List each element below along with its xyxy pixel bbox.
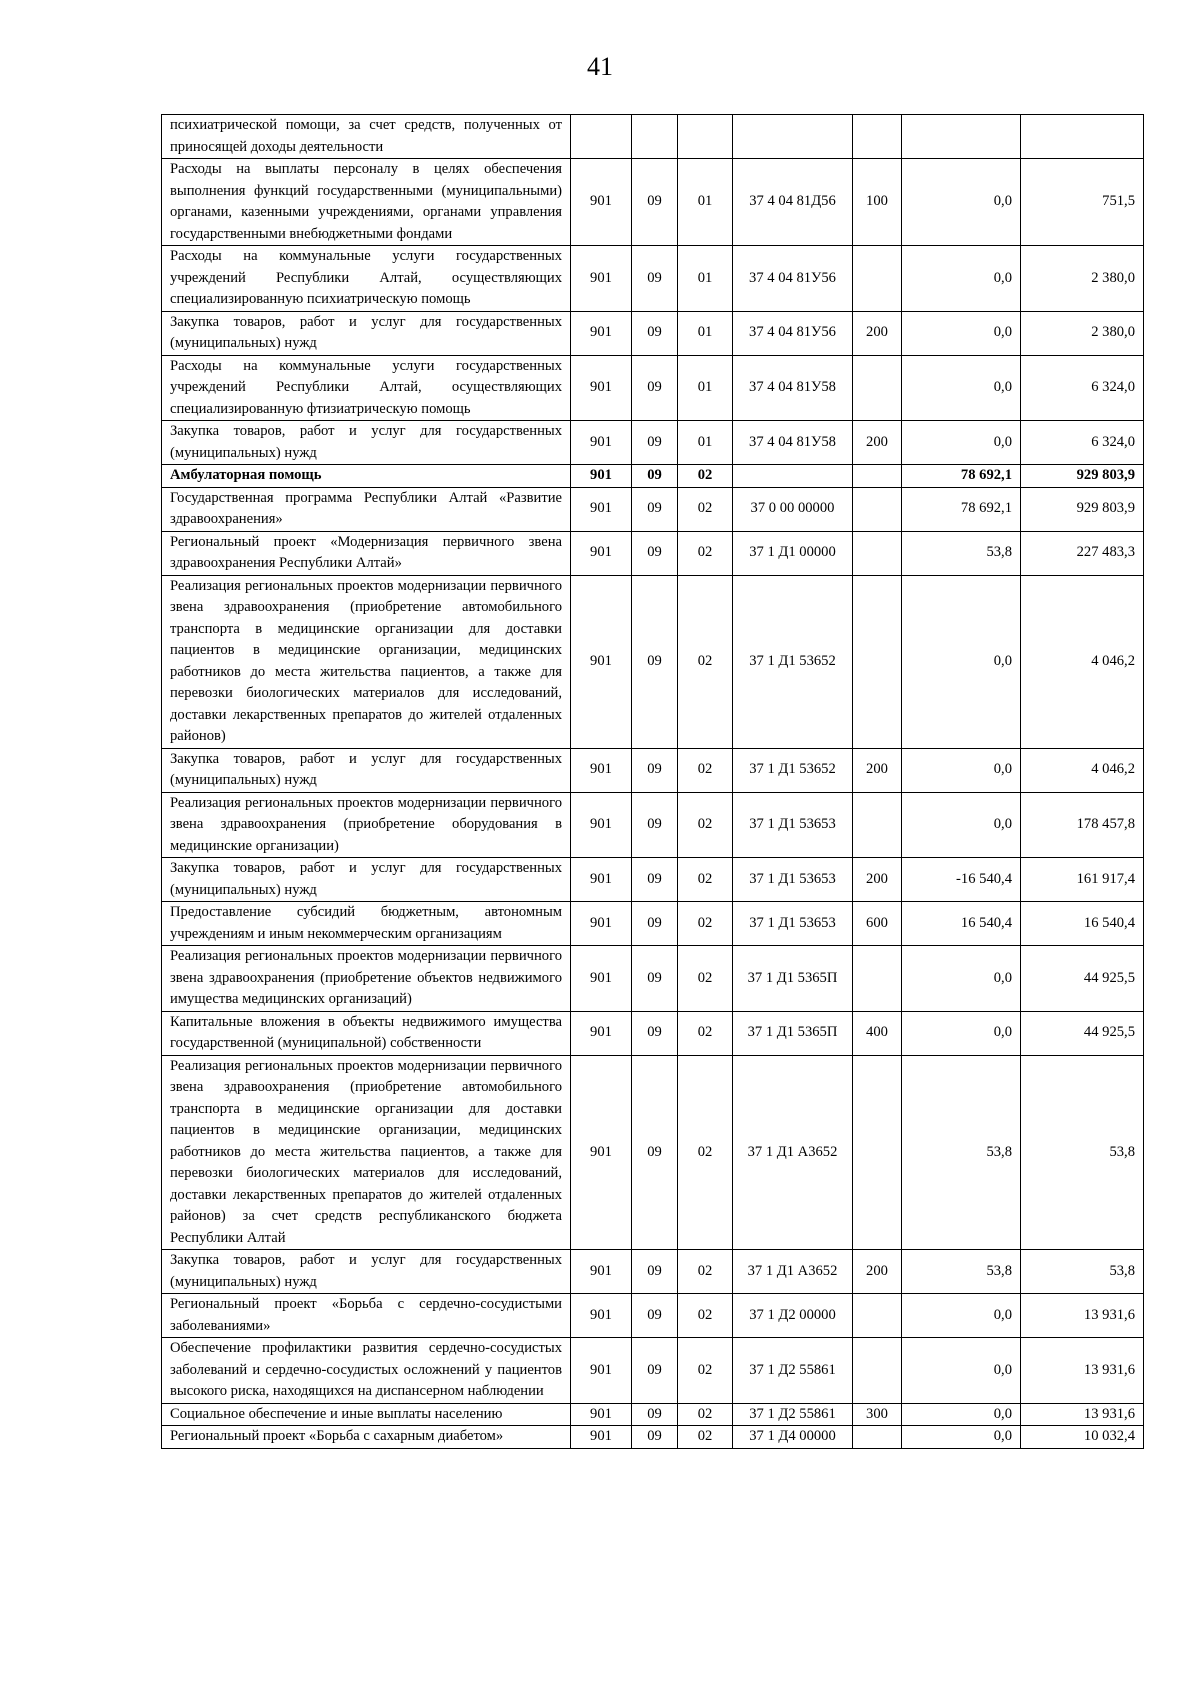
row-name-cell: психиатрической помощи, за счет средств, полученных от приносящей доходы деятельности: [162, 115, 571, 159]
row-total-amount-cell: 4 046,2: [1021, 748, 1144, 792]
row-subsection-cell: 02: [678, 1338, 733, 1404]
row-section-cell: 09: [632, 531, 678, 575]
table-row: [162, 421, 1144, 465]
table-row: [162, 575, 1144, 748]
row-section-cell: 09: [632, 159, 678, 246]
table-row: [162, 748, 1144, 792]
page-number: 41: [587, 52, 613, 81]
row-grbs-cell: 901: [571, 159, 632, 246]
table-row: [162, 311, 1144, 355]
row-expense-type-cell: 200: [853, 858, 902, 902]
row-section-cell: 09: [632, 487, 678, 531]
row-expense-type-cell: 400: [853, 1011, 902, 1055]
row-section-cell: 09: [632, 1011, 678, 1055]
row-subsection-cell: 02: [678, 575, 733, 748]
row-target-article-cell: 37 1 Д1 5365П: [733, 946, 853, 1012]
row-expense-type-cell: 300: [853, 1403, 902, 1426]
row-target-article-cell: 37 4 04 81У58: [733, 355, 853, 421]
row-name-cell: Амбулаторная помощь: [162, 465, 571, 488]
row-grbs-cell: 901: [571, 246, 632, 312]
row-change-amount-cell: 78 692,1: [902, 487, 1021, 531]
row-section-cell: 09: [632, 902, 678, 946]
table-row: [162, 1011, 1144, 1055]
table-row: [162, 1338, 1144, 1404]
row-expense-type-cell: [853, 946, 902, 1012]
row-change-amount-cell: 16 540,4: [902, 902, 1021, 946]
row-total-amount-cell: 53,8: [1021, 1055, 1144, 1250]
row-subsection-cell: 02: [678, 858, 733, 902]
row-name-cell: Региональный проект «Борьба с сахарным диабетом»: [162, 1426, 571, 1449]
row-change-amount-cell: -16 540,4: [902, 858, 1021, 902]
row-section-cell: 09: [632, 1338, 678, 1404]
row-total-amount-cell: 13 931,6: [1021, 1338, 1144, 1404]
row-target-article-cell: 37 1 Д2 55861: [733, 1403, 853, 1426]
row-change-amount-cell: 0,0: [902, 1426, 1021, 1449]
row-subsection-cell: 01: [678, 421, 733, 465]
table-row: [162, 355, 1144, 421]
row-target-article-cell: 37 4 04 81У56: [733, 311, 853, 355]
row-subsection-cell: 02: [678, 531, 733, 575]
table-row: [162, 858, 1144, 902]
row-name-cell: Расходы на коммунальные услуги государственных учреждений Республики Алтай, осуществляющих специализированную фтизиатрическую помощь: [162, 355, 571, 421]
row-section-cell: 09: [632, 421, 678, 465]
row-subsection-cell: 02: [678, 902, 733, 946]
row-change-amount-cell: 78 692,1: [902, 465, 1021, 488]
row-section-cell: [632, 115, 678, 159]
row-total-amount-cell: 2 380,0: [1021, 311, 1144, 355]
row-target-article-cell: 37 1 Д1 53653: [733, 902, 853, 946]
row-section-cell: 09: [632, 792, 678, 858]
row-expense-type-cell: 200: [853, 311, 902, 355]
row-expense-type-cell: [853, 575, 902, 748]
row-name-cell: Реализация региональных проектов модернизации первичного звена здравоохранения (приобретение объектов недвижимого имущества медицинских организаций): [162, 946, 571, 1012]
row-expense-type-cell: [853, 1338, 902, 1404]
row-total-amount-cell: 13 931,6: [1021, 1294, 1144, 1338]
row-name-cell: Обеспечение профилактики развития сердечно-сосудистых заболеваний и сердечно-сосудистых осложнений у пациентов высокого риска, находящихся на диспансерном наблюдении: [162, 1338, 571, 1404]
row-subsection-cell: 02: [678, 946, 733, 1012]
row-expense-type-cell: 200: [853, 421, 902, 465]
row-section-cell: 09: [632, 246, 678, 312]
row-target-article-cell: 37 4 04 81У58: [733, 421, 853, 465]
row-grbs-cell: 901: [571, 1426, 632, 1449]
row-grbs-cell: 901: [571, 1294, 632, 1338]
row-expense-type-cell: 200: [853, 748, 902, 792]
row-grbs-cell: 901: [571, 1055, 632, 1250]
row-change-amount-cell: 0,0: [902, 311, 1021, 355]
row-target-article-cell: 37 0 00 00000: [733, 487, 853, 531]
row-total-amount-cell: 227 483,3: [1021, 531, 1144, 575]
row-change-amount-cell: 0,0: [902, 792, 1021, 858]
row-change-amount-cell: 0,0: [902, 1338, 1021, 1404]
row-change-amount-cell: [902, 115, 1021, 159]
row-change-amount-cell: 0,0: [902, 159, 1021, 246]
row-grbs-cell: 901: [571, 487, 632, 531]
table-row: [162, 946, 1144, 1012]
row-grbs-cell: 901: [571, 575, 632, 748]
row-total-amount-cell: 6 324,0: [1021, 421, 1144, 465]
row-target-article-cell: [733, 465, 853, 488]
table-row: [162, 1294, 1144, 1338]
row-target-article-cell: 37 1 Д1 53653: [733, 858, 853, 902]
row-section-cell: 09: [632, 1055, 678, 1250]
row-subsection-cell: 02: [678, 1294, 733, 1338]
row-total-amount-cell: 13 931,6: [1021, 1403, 1144, 1426]
row-change-amount-cell: 0,0: [902, 355, 1021, 421]
row-grbs-cell: 901: [571, 311, 632, 355]
table-row: [162, 115, 1144, 159]
row-total-amount-cell: 10 032,4: [1021, 1426, 1144, 1449]
table-row: [162, 487, 1144, 531]
table-row: [162, 531, 1144, 575]
row-total-amount-cell: 178 457,8: [1021, 792, 1144, 858]
row-section-cell: 09: [632, 1294, 678, 1338]
row-grbs-cell: 901: [571, 355, 632, 421]
row-target-article-cell: 37 1 Д4 00000: [733, 1426, 853, 1449]
row-total-amount-cell: 44 925,5: [1021, 946, 1144, 1012]
row-name-cell: Закупка товаров, работ и услуг для государственных (муниципальных) нужд: [162, 421, 571, 465]
row-total-amount-cell: 16 540,4: [1021, 902, 1144, 946]
row-grbs-cell: 901: [571, 1250, 632, 1294]
table-row: [162, 465, 1144, 488]
row-expense-type-cell: [853, 487, 902, 531]
row-section-cell: 09: [632, 1250, 678, 1294]
row-subsection-cell: 02: [678, 1250, 733, 1294]
row-subsection-cell: 02: [678, 1426, 733, 1449]
row-name-cell: Расходы на коммунальные услуги государственных учреждений Республики Алтай, осуществляющих специализированную психиатрическую помощь: [162, 246, 571, 312]
row-grbs-cell: 901: [571, 465, 632, 488]
row-total-amount-cell: 44 925,5: [1021, 1011, 1144, 1055]
row-target-article-cell: 37 1 Д1 53652: [733, 748, 853, 792]
row-target-article-cell: 37 1 Д1 00000: [733, 531, 853, 575]
row-grbs-cell: 901: [571, 792, 632, 858]
row-expense-type-cell: 200: [853, 1250, 902, 1294]
table-row: [162, 1250, 1144, 1294]
row-name-cell: Предоставление субсидий бюджетным, автономным учреждениям и иным некоммерческим организациям: [162, 902, 571, 946]
row-section-cell: 09: [632, 311, 678, 355]
row-change-amount-cell: 0,0: [902, 1294, 1021, 1338]
row-section-cell: 09: [632, 748, 678, 792]
row-expense-type-cell: [853, 531, 902, 575]
row-name-cell: Региональный проект «Модернизация первичного звена здравоохранения Республики Алтай»: [162, 531, 571, 575]
row-target-article-cell: 37 1 Д2 00000: [733, 1294, 853, 1338]
row-name-cell: Социальное обеспечение и иные выплаты населению: [162, 1403, 571, 1426]
row-section-cell: 09: [632, 1426, 678, 1449]
row-total-amount-cell: [1021, 115, 1144, 159]
row-expense-type-cell: 100: [853, 159, 902, 246]
row-target-article-cell: 37 4 04 81Д56: [733, 159, 853, 246]
row-grbs-cell: 901: [571, 902, 632, 946]
row-grbs-cell: 901: [571, 1011, 632, 1055]
row-subsection-cell: 02: [678, 1055, 733, 1250]
row-section-cell: 09: [632, 1403, 678, 1426]
row-name-cell: Закупка товаров, работ и услуг для государственных (муниципальных) нужд: [162, 858, 571, 902]
row-subsection-cell: 01: [678, 159, 733, 246]
row-total-amount-cell: 751,5: [1021, 159, 1144, 246]
row-name-cell: Реализация региональных проектов модернизации первичного звена здравоохранения (приобретение оборудования в медицинские организации): [162, 792, 571, 858]
row-section-cell: 09: [632, 858, 678, 902]
row-grbs-cell: 901: [571, 748, 632, 792]
row-section-cell: 09: [632, 355, 678, 421]
row-section-cell: 09: [632, 465, 678, 488]
row-target-article-cell: 37 4 04 81У56: [733, 246, 853, 312]
row-change-amount-cell: 0,0: [902, 748, 1021, 792]
row-change-amount-cell: 53,8: [902, 531, 1021, 575]
row-name-cell: Закупка товаров, работ и услуг для государственных (муниципальных) нужд: [162, 748, 571, 792]
table-row: [162, 1403, 1144, 1426]
row-subsection-cell: 01: [678, 246, 733, 312]
row-subsection-cell: 02: [678, 792, 733, 858]
row-change-amount-cell: 53,8: [902, 1250, 1021, 1294]
row-section-cell: 09: [632, 575, 678, 748]
table-row: [162, 159, 1144, 246]
row-grbs-cell: 901: [571, 1403, 632, 1426]
row-subsection-cell: 02: [678, 1403, 733, 1426]
row-name-cell: Капитальные вложения в объекты недвижимого имущества государственной (муниципальной) собственности: [162, 1011, 571, 1055]
row-change-amount-cell: 0,0: [902, 421, 1021, 465]
row-expense-type-cell: [853, 115, 902, 159]
row-expense-type-cell: [853, 792, 902, 858]
row-total-amount-cell: 2 380,0: [1021, 246, 1144, 312]
row-name-cell: Закупка товаров, работ и услуг для государственных (муниципальных) нужд: [162, 1250, 571, 1294]
table-body: [162, 115, 1144, 1449]
row-grbs-cell: 901: [571, 1338, 632, 1404]
table-row: [162, 246, 1144, 312]
row-subsection-cell: 01: [678, 355, 733, 421]
row-name-cell: Реализация региональных проектов модернизации первичного звена здравоохранения (приобретение автомобильного транспорта в медицинские организации для доставки пациентов в медицинские организации, медицинских работников до места жительства пациентов, а также для перевозки биологических материалов для исследований, доставки лекарственных препаратов до жителей отдаленных районов): [162, 575, 571, 748]
row-target-article-cell: 37 1 Д1 53653: [733, 792, 853, 858]
row-expense-type-cell: [853, 246, 902, 312]
row-change-amount-cell: 0,0: [902, 575, 1021, 748]
row-name-cell: Расходы на выплаты персоналу в целях обеспечения выполнения функций государственными (муниципальными) органами, казенными учреждениями, органами управления государственными внебюджетными фондами: [162, 159, 571, 246]
row-subsection-cell: 01: [678, 311, 733, 355]
table-row: [162, 1055, 1144, 1250]
row-subsection-cell: 02: [678, 1011, 733, 1055]
row-change-amount-cell: 0,0: [902, 1011, 1021, 1055]
row-total-amount-cell: 4 046,2: [1021, 575, 1144, 748]
row-change-amount-cell: 53,8: [902, 1055, 1021, 1250]
row-target-article-cell: [733, 115, 853, 159]
table-row: [162, 902, 1144, 946]
row-expense-type-cell: [853, 465, 902, 488]
row-grbs-cell: 901: [571, 531, 632, 575]
row-expense-type-cell: 600: [853, 902, 902, 946]
row-name-cell: Региональный проект «Борьба с сердечно-сосудистыми заболеваниями»: [162, 1294, 571, 1338]
row-target-article-cell: 37 1 Д2 55861: [733, 1338, 853, 1404]
budget-table: [161, 114, 1144, 1449]
row-subsection-cell: 02: [678, 465, 733, 488]
row-subsection-cell: 02: [678, 487, 733, 531]
row-name-cell: Государственная программа Республики Алтай «Развитие здравоохранения»: [162, 487, 571, 531]
row-section-cell: 09: [632, 946, 678, 1012]
row-target-article-cell: 37 1 Д1 А3652: [733, 1055, 853, 1250]
row-total-amount-cell: 6 324,0: [1021, 355, 1144, 421]
row-subsection-cell: 02: [678, 748, 733, 792]
row-total-amount-cell: 161 917,4: [1021, 858, 1144, 902]
row-change-amount-cell: 0,0: [902, 946, 1021, 1012]
row-expense-type-cell: [853, 355, 902, 421]
row-total-amount-cell: 929 803,9: [1021, 487, 1144, 531]
row-change-amount-cell: 0,0: [902, 246, 1021, 312]
row-expense-type-cell: [853, 1055, 902, 1250]
row-target-article-cell: 37 1 Д1 5365П: [733, 1011, 853, 1055]
row-grbs-cell: 901: [571, 946, 632, 1012]
row-name-cell: Реализация региональных проектов модернизации первичного звена здравоохранения (приобретение автомобильного транспорта в медицинские организации для доставки пациентов в медицинские организации, медицинских работников до места жительства пациентов, а также для перевозки биологических материалов для исследований, доставки лекарственных препаратов до жителей отдаленных районов) за счет средств республиканского бюджета Республики Алтай: [162, 1055, 571, 1250]
row-change-amount-cell: 0,0: [902, 1403, 1021, 1426]
row-grbs-cell: 901: [571, 858, 632, 902]
row-expense-type-cell: [853, 1294, 902, 1338]
table-row: [162, 792, 1144, 858]
row-subsection-cell: [678, 115, 733, 159]
row-grbs-cell: 901: [571, 421, 632, 465]
row-expense-type-cell: [853, 1426, 902, 1449]
row-name-cell: Закупка товаров, работ и услуг для государственных (муниципальных) нужд: [162, 311, 571, 355]
row-total-amount-cell: 53,8: [1021, 1250, 1144, 1294]
table-row: [162, 1426, 1144, 1449]
row-target-article-cell: 37 1 Д1 53652: [733, 575, 853, 748]
row-grbs-cell: [571, 115, 632, 159]
row-total-amount-cell: 929 803,9: [1021, 465, 1144, 488]
row-target-article-cell: 37 1 Д1 А3652: [733, 1250, 853, 1294]
